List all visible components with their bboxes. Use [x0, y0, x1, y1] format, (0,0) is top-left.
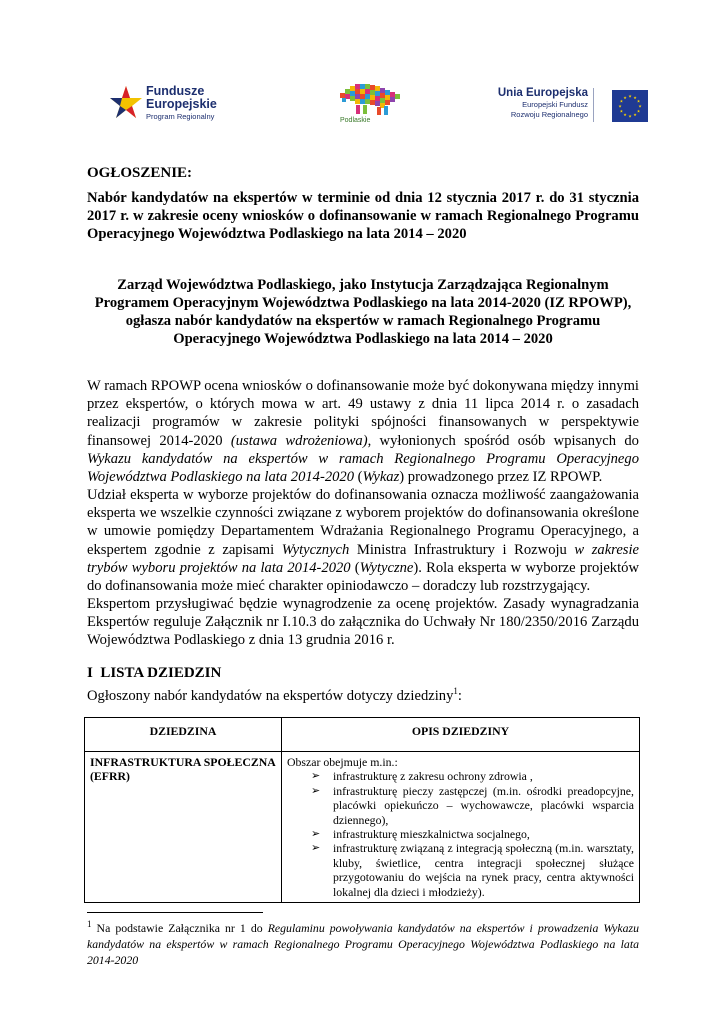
ue-line1: Unia Europejska	[497, 87, 588, 99]
podlaskie-logo	[336, 81, 406, 129]
logo-bar	[0, 78, 725, 138]
paragraph-3: Ekspertom przysługiwać będzie wynagrodzenie za ocenę projektów. Zasady wynagradzania Ekspertów reguluje Załącznik nr I.10.3 do załącznika do Uchwały Nr 180/2350/2016 Zarządu Województwa Podlaskiego z dnia 13 grudnia 2016 r.	[87, 596, 639, 649]
footnote-number: 1	[87, 919, 92, 930]
podlaskie-caption: Podlaskie	[340, 117, 371, 124]
footnote-separator	[87, 912, 263, 913]
svg-text:★: ★	[636, 98, 641, 104]
svg-text:★: ★	[623, 112, 627, 118]
paragraph-2	[87, 486, 639, 595]
arrow-bullet-icon: ➢	[311, 828, 321, 841]
p2-text-g: ). Rola eksperta w wyborze projektów do dofinansowania może mieć charakter opiniodawczo – doradczy lub rozstrzygający.	[87, 559, 639, 595]
lead-text: Ogłoszony nabór kandydatów na ekspertów dotyczy dziedziny	[87, 688, 454, 704]
recruitment-subheading: Nabór kandydatów na ekspertów w terminie od dnia 12 stycznia 2017 r. do 31 stycznia 2017 r. w zakresie oceny wniosków o dofinansowanie w ramach Regionalnego Programu Operacyjnego Województwa Podlaskiego na lata 2014 – 2020	[87, 190, 639, 242]
p2-italic-b: Wytycznych	[281, 541, 350, 558]
svg-text:★: ★	[619, 98, 624, 104]
p2-text-e: (	[350, 559, 360, 576]
description-intro: Obszar obejmuje m.in.:	[287, 755, 398, 769]
domain-name: INFRASTRUKTURA SPOŁECZNA (EFRR)	[85, 752, 282, 903]
p1-italic-d: Wykazu kandydatów na ekspertów w ramach Regionalnego Programu Operacyjnego Województwa Podlaskiego na lata 2014-2020	[87, 450, 639, 486]
list-item-text: infrastrukturę mieszkalnictwa socjalnego,	[333, 827, 530, 842]
list-item-text: infrastrukturę związaną z integracją społeczną (m.in. warsztaty, kluby, świetlice, centra integracji społecznej służące przygotowaniu do wejścia na rynek pracy, centra aktywności lokalnej dla dzieci i młodzieży).	[333, 841, 634, 899]
arrow-bullet-icon: ➢	[311, 770, 321, 783]
ue-line2: Europejski Fundusz	[522, 100, 588, 109]
section-lead	[87, 688, 639, 705]
domains-table	[84, 717, 640, 903]
page-title: OGŁOSZENIE:	[87, 165, 193, 181]
svg-text:★: ★	[628, 93, 632, 99]
fundusze-europejskie-logo	[110, 84, 260, 130]
header-opis: OPIS DZIEDZINY	[282, 718, 640, 752]
fundusze-line3: Program Regionalny	[146, 112, 215, 121]
domain-description	[282, 752, 640, 903]
list-item	[287, 827, 634, 841]
fundusze-line1: Fundusze	[146, 84, 205, 98]
svg-text:★: ★	[633, 112, 637, 118]
eu-flag-icon	[612, 90, 648, 122]
table-header-row	[85, 718, 640, 752]
footnote-text-a: Na podstawie Załącznika nr 1 do	[91, 921, 268, 935]
footnote-ref[interactable]: 1	[453, 686, 458, 697]
arrow-bullet-icon: ➢	[311, 842, 321, 855]
fundusze-line2: Europejskie	[146, 97, 217, 111]
announcement-block: Zarząd Województwa Podlaskiego, jako Instytucja Zarządzająca Regionalnym Programem Operacyjnym Województwa Podlaskiego na lata 2014-2020 (IZ RPOWP), ogłasza nabór kandydatów na ekspertów w ramach Regionalnego Programu Operacyjnego Województwa Podlaskiego na lata 2014 – 2020	[94, 277, 632, 347]
p2-italic-f: Wytyczne	[359, 559, 414, 576]
ue-line3: Rozwoju Regionalnego	[510, 109, 588, 119]
list-item-text: infrastrukturę z zakresu ochrony zdrowia ,	[333, 769, 533, 784]
paragraph-1	[87, 377, 639, 486]
svg-text:★: ★	[638, 103, 642, 109]
svg-text:★: ★	[633, 94, 637, 100]
svg-text:★: ★	[636, 108, 641, 114]
lead-end: :	[457, 688, 462, 704]
description-list	[287, 769, 634, 899]
svg-text:★: ★	[623, 94, 627, 100]
p1-text-e: (	[354, 469, 363, 486]
list-item-text: infrastrukturę pieczy zastępczej (m.in. ośrodki preadopcyjne, placówki opiekuńczo – wychowawcze, placówki wsparcia dziennego),	[333, 783, 634, 827]
p2-italic-d: w zakresie trybów wyboru projektów na lata 2014-2020	[87, 541, 640, 576]
footnote	[87, 920, 639, 968]
p1-italic-b: (ustawa wdrożeniowa)	[230, 432, 368, 449]
list-item	[287, 784, 634, 827]
p1-text-a: W ramach RPOWP ocena wniosków o dofinansowanie może być dokonywana między innymi przez ekspertów, o których mowa w art. 49 ustawy z dnia 11 lipca 2014 r. o zasadach realizacji programów w zakresie polityki spójności finansowanych w perspektywie finansowej 2014-2020	[87, 378, 639, 449]
footnote-text-b: Regulaminu powoływania kandydatów na ekspertów i prowadzenia Wykazu kandydatów na ekspertów w ramach Regionalnego Programu Operacyjnego Województwa Podlaskiego na lata 2014-2020	[87, 921, 640, 967]
p1-text-c: , wyłonionych spośród osób wpisanych do	[367, 432, 639, 449]
header-dziedzina: DZIEDZINA	[85, 718, 282, 752]
svg-text:★: ★	[618, 103, 622, 109]
p2-text-c: Ministra Infrastruktury i Rozwoju	[349, 541, 575, 558]
fundusze-star-icon	[110, 84, 142, 122]
bison-pixel-icon	[336, 81, 406, 119]
p2-text-a: Udział eksperta w wyborze projektów do dofinansowania oznacza możliwość zaangażowania eksperta we wszelkie czynności związane z wyborem projektów do dofinansowania określone w umowie pomiędzy Departamentem Wdrażania Regionalnego Programu Operacyjnego, a ekspertem zgodnie z zapisami	[87, 487, 639, 558]
p1-text-g: ) prowadzonego przez IZ RPOWP.	[399, 469, 603, 486]
unia-europejska-logo	[497, 86, 650, 126]
list-item	[287, 769, 634, 783]
p1-italic-f: Wykaz	[362, 469, 400, 486]
logo-divider	[593, 88, 594, 122]
svg-text:★: ★	[628, 113, 632, 119]
arrow-bullet-icon: ➢	[311, 784, 321, 797]
svg-text:★: ★	[619, 108, 624, 114]
list-item	[287, 841, 634, 899]
table-row	[85, 752, 640, 903]
section-title: I LISTA DZIEDZIN	[87, 665, 222, 681]
